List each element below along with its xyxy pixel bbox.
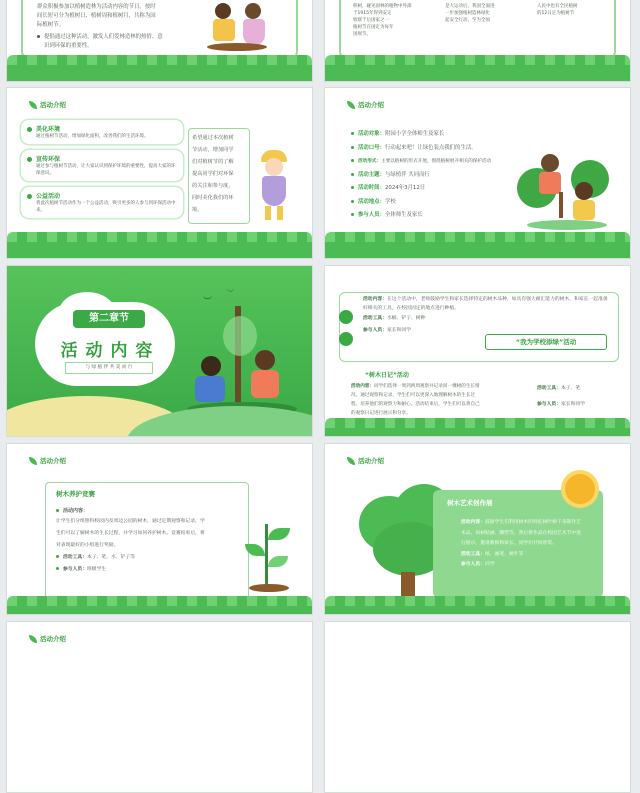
info-value: 学校 [384,198,396,205]
bird-icon: ︶ [203,297,213,307]
goal-title-text: 公益活动 [36,193,61,200]
goal-desc: 将此次植树节活动作为一个公益活动，吸引更多的人参与到环保活动中来。 [36,201,176,213]
slide-2-mid-line: 一步加强植树造林绿化 [445,11,490,16]
activity-label: 活动工具： [363,316,387,321]
slide-9-header [29,634,66,643]
slide-7-header [29,456,66,465]
slide-5[interactable] [6,265,313,437]
info-value: 主要以植树的形式开展，围绕植树展开相关的保护活动 [380,159,492,164]
art-content-text: 鼓励学生们利用树木的特征树叶树干来制作艺术品，如树贴画、雕塑等。然后将作品在校园艺术节中进行展示，邀请教师和家长、同学们共同欣赏。 [461,520,581,546]
note-line: 节活动，增加同学 [192,147,234,153]
diary-people-label: 参与人员： [537,402,561,407]
info-label: 活动形式： [358,159,381,164]
info-row [351,209,541,223]
goal-title-text: 美化环境 [36,126,61,133]
slide-2-left-line: 国规节。 [353,32,371,37]
goal-title [27,124,177,133]
info-label: 参与人员： [358,212,385,218]
info-label: 活动主题： [358,171,385,178]
slide-3-header [29,100,66,109]
sun-icon [565,474,595,504]
art-tools [461,550,581,561]
contest-tools-label: 活动工具： [63,555,87,560]
girl-watering-illustration [253,150,297,230]
slide-1-line: 际植树节。 [37,22,64,28]
leaf-icon [347,101,355,109]
note-line: 的关注和参与度， [192,183,234,189]
art-content [461,518,581,550]
sapling-illustration [243,514,293,594]
info-label: 活动对象： [358,131,385,137]
diary-tools [537,384,580,393]
goal-list [21,120,183,218]
bullet-icon [351,173,354,176]
note-box [188,128,250,224]
activity-row [363,296,608,313]
slide-9-header-label: 活动介绍 [40,635,66,643]
slide-2-right [537,3,607,17]
info-row [351,155,541,169]
slide-4[interactable] [324,87,631,259]
grass-decoration [325,63,630,81]
info-label: 活动地点： [358,198,385,205]
bullet-icon [351,146,354,149]
grass-decoration [325,426,630,436]
info-label: 活动口号： [358,144,385,151]
info-row [351,182,541,196]
grass-decoration [7,240,312,258]
bullet-icon [56,509,59,512]
goal-item[interactable] [21,120,183,144]
diary-label: 活动内容： [351,384,374,389]
bird-icon: ︶ [227,289,234,297]
info-row [351,169,541,183]
slide-1-line: 识到环保的重要性。 [44,43,93,49]
slide-2-mid-line: 是大运动后，我国全面进 [445,4,495,9]
chapter-subtitle: 与 绿 植 伴 共 美 而 行 [65,362,153,374]
diary-title: “树木日记”活动 [365,372,409,379]
diary-people-value: 家长和同学 [561,402,585,407]
step-dot [339,310,353,324]
slide-7-header-label: 活动介绍 [40,457,66,465]
contest-people-value: 班级学生 [87,567,107,572]
contest-tools-value: 本子、笔、水、铲子等 [87,555,135,560]
slide-8-header [347,456,384,465]
info-label: 活动时间： [358,185,385,191]
slide-8-header-label: 活动介绍 [358,457,384,465]
slide-4-header-label: 活动介绍 [358,101,384,109]
info-row [351,142,541,156]
bullet-icon [351,213,354,216]
info-value: 与绿植伴 共同而行 [384,171,430,178]
info-value: 附园小学全体师生及家长 [384,131,445,137]
slide-3-header-label: 活动介绍 [40,101,66,109]
grass-decoration [325,240,630,258]
kids-tree-illustration [187,306,297,416]
bullet-icon [351,159,354,162]
grass-decoration [7,63,312,81]
slide-2-left-line: 始联于后国家之一 [353,18,389,23]
activity-value: 在这个活动中，老师鼓励学生和家长选择特定的树木品种，如具有强大耐汇能力的树木，和家长一起准备好相关的工具，在校园固定的地点进行种植。 [363,297,608,311]
activity-detail [363,296,608,337]
slide-1[interactable] [6,0,313,82]
chapter-tag: 第二章节 [73,310,145,328]
art-people-value: 同学 [485,562,495,567]
art-people-label: 参与人员： [461,562,485,567]
slide-4-header [347,100,384,109]
art-title: 树木艺术创作展 [447,499,493,507]
slide-9[interactable] [6,621,313,793]
slide-2-mid [445,3,515,24]
info-row [351,196,541,210]
slide-1-text [37,3,187,51]
kids-illustration [207,3,277,53]
slide-1-line: 群众积极参加以植树造林为活动内容的节日，按时 [37,4,156,10]
bullet-icon [27,194,32,199]
bullet-icon [27,157,32,162]
bullet-icon [56,555,59,558]
slide-1-bullet-text: 提倡通过这种活动，激发人们爱林造林的热情、意 [44,34,163,40]
bullet-icon [351,132,354,135]
note-line: 们对植树节的了解 [192,159,234,165]
goal-title [27,154,177,163]
info-row [351,128,541,142]
goal-title [27,191,177,200]
activity-label: 参与人员： [363,328,387,333]
diary-content: 同学们选择一周到两周观察并记录同一棵树的生长情况。通过观察和记录，学生们可以更深入地理解树木的生长过程，培养他们的观察力和耐心。活动结束后，学生们可以将自己的观察日记进行展示和分享。 [351,384,480,416]
slide-2-mid-line: 起安全行动，至为全国 [445,18,490,23]
art-tools-value: 纸、画笔、树叶等 [485,551,524,557]
info-list [351,128,541,223]
slide-7[interactable] [6,443,313,615]
goal-item[interactable] [21,150,183,181]
diary-people [537,400,585,409]
grass-decoration [325,604,630,614]
activity-banner: “我为学校添绿”活动 [485,334,607,350]
note-line: 希望通过本次植树 [192,135,234,141]
goal-desc: 通过植树节活动，增加绿化面积，改善我们的生活环境。 [36,134,149,139]
grass-decoration [7,604,312,614]
note-line: 同时美化我们的环 [192,195,234,201]
goal-desc: 通过参与植树节活动，让大家认识到保护环境的重要性，提高大家的环保意识。 [36,164,176,176]
info-value: 2024年3月12日 [384,185,426,191]
activity-label: 活动内容： [363,297,387,302]
contest-title: 树木养护竞赛 [56,490,95,498]
slide-8[interactable] [324,443,631,615]
contest-label-text: 活动内容： [63,508,89,514]
bullet-icon [351,200,354,203]
art-body [461,518,581,571]
bullet-icon [351,186,354,189]
diary-text [351,382,481,418]
slide-2-left-line: 植树节在国定为每年 [353,25,394,30]
chapter-title: 活 动 内 容 [60,341,154,361]
art-people [461,560,581,571]
contest-tools [56,552,206,564]
activity-value: 水桶、铲子、树种 [387,316,426,321]
goal-title-text: 宣传环保 [36,156,61,163]
bullet-icon [27,127,32,132]
slide-2[interactable] [324,0,631,82]
step-dot [339,332,353,346]
goal-item[interactable] [21,187,183,218]
diary-tools-value: 本子、笔 [561,386,581,391]
art-box [433,490,603,598]
contest-people-label: 参与人员： [63,567,87,572]
info-value: 行动起来吧！让绿色装点我们的生活。 [384,144,477,151]
note-line: 提高同学们对环保 [192,171,234,177]
slide-10[interactable] [324,621,631,793]
contest-content-label [56,507,206,516]
slide-2-left [353,3,423,38]
slide-1-bullet [37,33,187,42]
leaf-icon [29,635,37,643]
slide-3[interactable] [6,87,313,259]
slide-6[interactable] [324,265,631,437]
bullet-icon [56,567,59,570]
slide-2-right-line: 的12日定为植树节 [537,11,575,16]
activity-value: 家长和同学 [387,328,411,333]
slide-2-left-line: 积树，碰见国林的植物中外部 [353,4,412,9]
contest-content: 让学生们分组照料校园内及周边公园的树木，通过定期观察和记录，学生们可以了解树木的生长过程，并学习如何养护树木。竞赛结束后，将对表现最好的小组进行奖励。 [56,519,205,548]
activity-row [363,313,608,325]
leaf-icon [29,457,37,465]
art-tools-label: 活动工具： [461,551,485,557]
slide-2-left-line: 于1915年得到安定 [353,11,392,16]
note-line: 境。 [192,207,203,213]
art-content-label: 活动内容： [461,520,485,525]
info-value: 全体师生及家长 [384,212,423,218]
contest-box [45,482,249,604]
diary-tools-label: 活动工具： [537,386,561,391]
contest-body [56,507,206,576]
leaf-icon [347,457,355,465]
kids-planting-illustration [517,148,609,234]
contest-people [56,564,206,576]
leaf-icon [29,101,37,109]
slide-1-line: 间长短可分为植树日、植树周和植树月，共称为国 [37,13,156,19]
slide-2-right-line: 人民中也有全民植树 [537,4,578,9]
